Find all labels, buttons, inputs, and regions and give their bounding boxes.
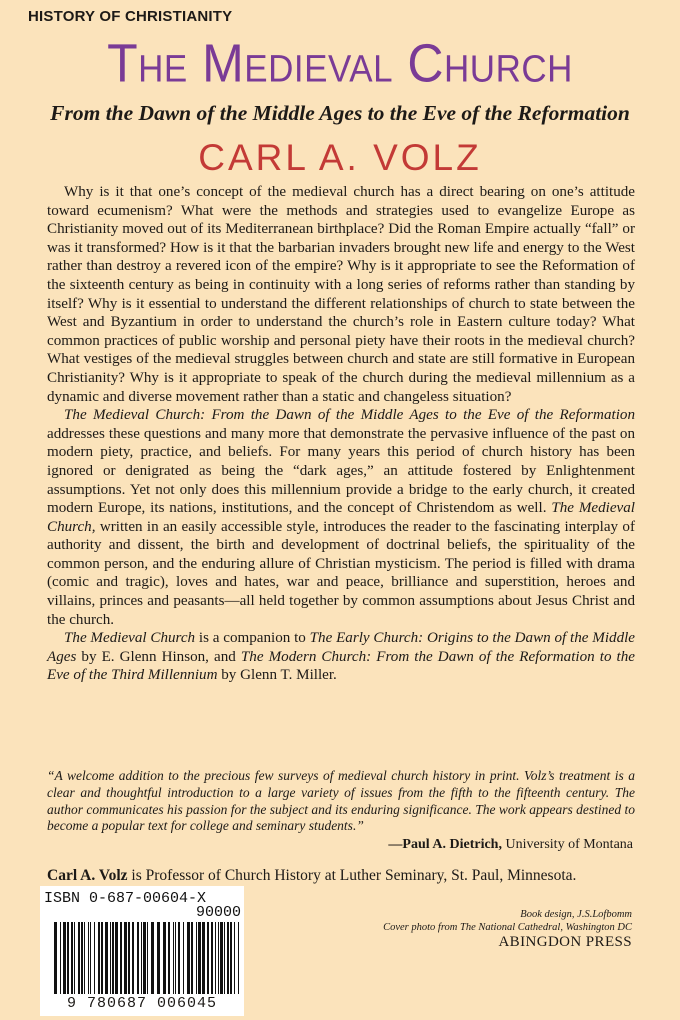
endorsement-quote xyxy=(47,768,635,835)
book-subtitle: From the Dawn of the Middle Ages to the Eve of the Reformation xyxy=(50,101,630,125)
bio-name: Carl A. Volz xyxy=(47,867,128,884)
credits xyxy=(383,908,632,934)
bio-text: is Professor of Church History at Luther Seminary, St. Paul, Minnesota. xyxy=(127,867,577,884)
publisher: ABINGDON PRESS xyxy=(498,934,632,950)
barcode xyxy=(40,886,244,1016)
barcode-bar xyxy=(211,922,213,994)
barcode-bar xyxy=(183,922,184,994)
author-name: CARL A. VOLZ xyxy=(198,137,482,178)
barcode-bar xyxy=(202,922,205,994)
barcode-bar xyxy=(175,922,176,994)
barcode-bar xyxy=(128,922,130,994)
companion-book-2: The Modern Church: From the Dawn of the Reformation to the Eve of the Third Millennium xyxy=(47,648,635,684)
barcode-bar xyxy=(141,922,142,994)
description-paragraph-3 xyxy=(47,629,635,685)
barcode-bar xyxy=(196,922,197,994)
photo-credit: Cover photo from The National Cathedral, Washington DC xyxy=(383,922,632,933)
quote-attribution xyxy=(388,837,633,853)
barcode-bar xyxy=(147,922,148,994)
barcode-bar xyxy=(157,922,160,994)
book-title-reference: The Medieval Church, xyxy=(47,500,635,535)
price-code: 90000 xyxy=(196,904,242,921)
paragraph-text: addresses these questions and many more that demonstrate the pervasive influence of the past on modern piety, practice, and beliefs. For many years this period of church history has been ignored or denigrated as being the “dark ages,” an attitude fostered by Enlightenment assumptions. Yet not only does this millennium provide a bridge to the early church, it created modern Europe, its nations, institutions, and the concept of Christendom as well. xyxy=(47,425,635,517)
barcode-bar xyxy=(220,922,223,994)
barcode-bar xyxy=(124,922,127,994)
barcode-bar xyxy=(230,922,232,994)
barcode-bar xyxy=(88,922,89,994)
barcode-bar xyxy=(238,922,239,994)
series-label: HISTORY OF CHRISTIANITY xyxy=(28,8,233,25)
paragraph-text: written in an easily accessible style, introduces the reader to the fascinating interplay of authority and dissent, the birth and development of doctrinal beliefs, the spirituality of the common person, and the enduring allure of Christian mysticism. The period is filled with drama (comic and tragic), loves and hates, war and peace, brilliance and superstition, heroes and villains, princes and peasants—all held together by common assumptions about Jesus Christ and the church. xyxy=(47,518,635,628)
author-bio xyxy=(47,867,576,885)
barcode-bar xyxy=(224,922,225,994)
barcode-bar xyxy=(60,922,61,994)
barcode-bar xyxy=(71,922,73,994)
barcode-bar xyxy=(143,922,146,994)
barcode-bar xyxy=(198,922,201,994)
barcode-bar xyxy=(132,922,134,994)
barcode-bar xyxy=(207,922,209,994)
ean-digits: 9 780687 006045 xyxy=(66,995,218,1012)
barcode-bar xyxy=(151,922,154,994)
barcode-bar xyxy=(120,922,122,994)
barcode-bar xyxy=(78,922,80,994)
barcode-bar xyxy=(105,922,108,994)
barcode-bar xyxy=(67,922,69,994)
design-credit: Book design, J.S.Lofbomm xyxy=(520,909,632,920)
barcode-bar xyxy=(215,922,216,994)
barcode-bar xyxy=(115,922,118,994)
barcode-bar xyxy=(81,922,83,994)
quote-text: “A welcome addition to the precious few surveys of medieval church history in print. Volz’s treatment is a clear and thoughtful introduction to a large variety of issues from the fifth to the fifteenth century. The author communicates his passion for the subject and its enduring significance. The work appears destined to become a popular text for college and seminary students.” xyxy=(47,768,635,834)
barcode-bar xyxy=(168,922,170,994)
barcode-bar xyxy=(98,922,100,994)
description xyxy=(47,183,635,685)
barcode-bar xyxy=(84,922,85,994)
barcode-bar xyxy=(74,922,75,994)
book-title: The Medieval Church xyxy=(107,32,573,94)
description-paragraph-2 xyxy=(47,406,635,629)
barcode-bar xyxy=(218,922,219,994)
barcode-bar xyxy=(191,922,193,994)
barcode-bar xyxy=(54,922,57,994)
barcode-bar xyxy=(110,922,111,994)
endorser-affiliation: University of Montana xyxy=(501,837,633,852)
barcode-bar xyxy=(63,922,66,994)
companion-book-1: The Early Church: Origins to the Dawn of the Middle Ages xyxy=(47,630,636,665)
paragraph-text: by Glenn T. Miller. xyxy=(217,667,337,684)
addon-barcode-bars xyxy=(196,922,240,994)
barcode-bar xyxy=(227,922,229,994)
endorser-name: —Paul A. Dietrich, xyxy=(388,837,502,852)
barcode-bar xyxy=(178,922,180,994)
barcode-bar xyxy=(187,922,190,994)
paragraph-text: by E. Glenn Hinson, and xyxy=(76,648,241,665)
barcode-bar xyxy=(137,922,139,994)
description-paragraph-1: Why is it that one’s concept of the medieval church has a direct bearing on one’s attitude toward ecumenism? What were the methods and strategies used to evangelize Europe as Christianity moved out of its Mediterranean birthplace? Did the Roman Empire actually “fall” or was it transformed? How is it that the barbarian invaders brought new life and energy to the West rather than destroy a revered icon of the empire? Why is it appropriate to see the Reformation of the sixteenth century as being in continuity with a long series of reforms rather than standing by itself? Why is it essential to understand the different relationships of church to state between the West and Byzantium in order to understand the church’s role in Eastern culture today? What common practices of public worship and personal piety have their roots in the medieval church? What vestiges of the medieval struggles between church and state are still formative in European Christianity? Why is it appropriate to speak of the church during the medieval millennium as a dynamic and diverse movement rather than a static and changeless situation? xyxy=(47,184,635,405)
ean-barcode-bars xyxy=(54,922,194,994)
barcode-bar xyxy=(234,922,235,994)
barcode-bar xyxy=(101,922,103,994)
barcode-bar xyxy=(173,922,174,994)
barcode-bar xyxy=(94,922,95,994)
paragraph-text: is a companion to xyxy=(195,630,310,647)
barcode-bar xyxy=(112,922,114,994)
book-title-reference: The Medieval Church: From the Dawn of the Middle Ages to the Eve of the Reformation xyxy=(64,407,635,424)
book-title-reference: The Medieval Church xyxy=(64,630,196,647)
barcode-bar xyxy=(90,922,91,994)
barcode-bar xyxy=(163,922,166,994)
isbn-text: ISBN 0-687-00604-X xyxy=(44,890,207,907)
